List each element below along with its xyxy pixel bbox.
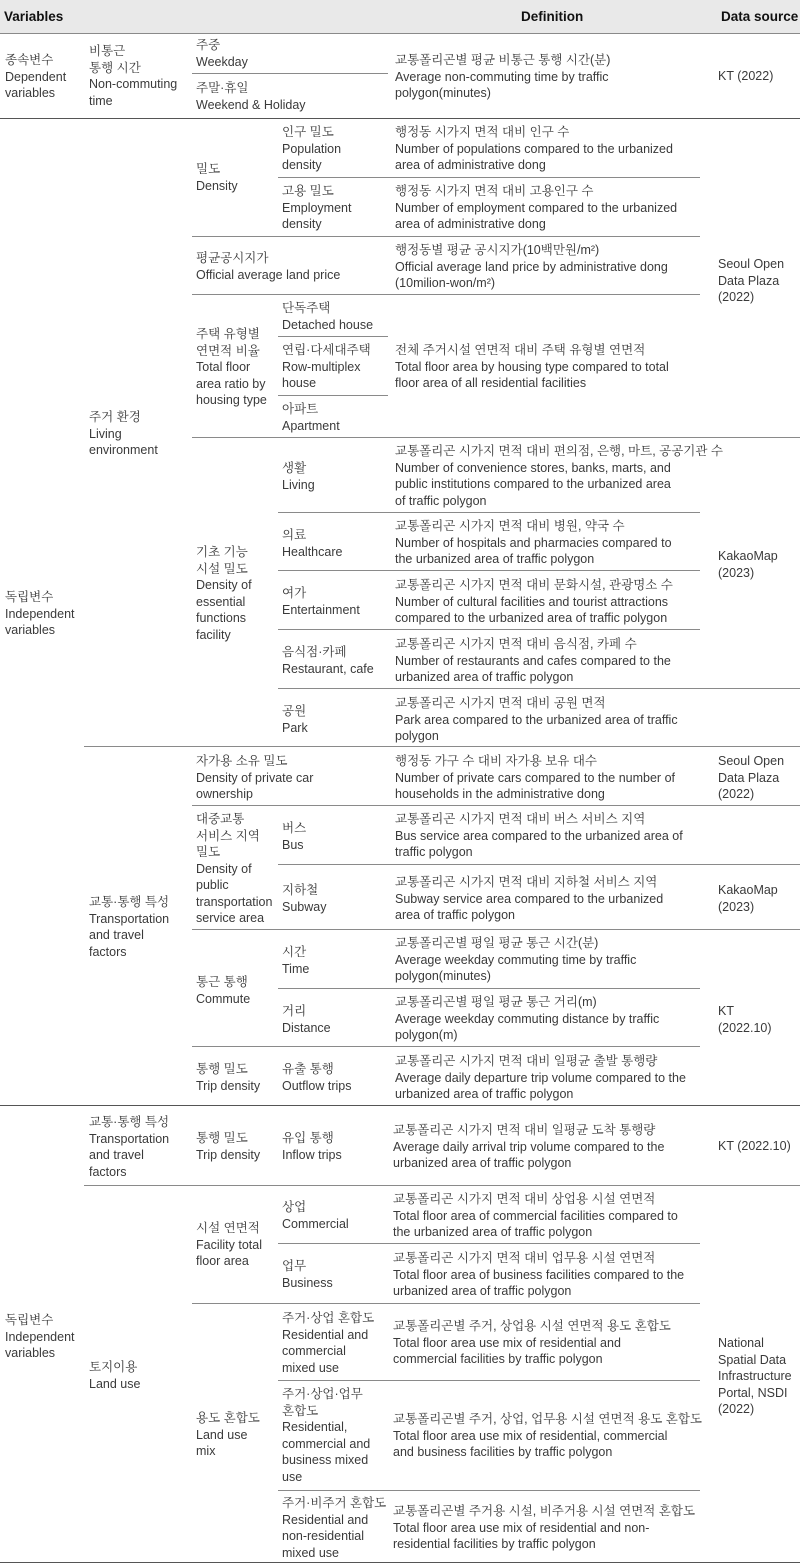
rule (84, 746, 800, 747)
facility-floor-area-label: 시설 연면적 Facility total floor area (196, 1221, 262, 1268)
header-definition: Definition (521, 9, 584, 24)
source-kt-2022-10-a: KT (2022.10) (718, 1004, 772, 1035)
commute-label: 통근 통행 Commute (196, 975, 251, 1006)
row-multiplex-label: 연립·다세대주택 Row-multiplex house (282, 343, 371, 390)
definition-commercial: 교통폴리곤 시가지 면적 대비 상업용 시설 연면적 Total floor area of commercial facilities compared to the urbanized area of traffic polygon (393, 1192, 678, 1239)
rule (192, 73, 388, 74)
rule (192, 294, 700, 295)
detached-house-label: 단독주택 Detached house (282, 301, 374, 332)
public-transport-label: 대중교통 서비스 지역 밀도 Density of public transportation service area (196, 812, 273, 925)
rule (192, 1046, 700, 1047)
rule (278, 570, 700, 571)
employment-density-label: 고용 밀도 Employment density (282, 184, 352, 231)
rule (278, 177, 700, 178)
independent-variables-label-2: 독립변수 Independent variables (5, 1313, 75, 1360)
definition-non-commuting: 교통폴리곤별 평균 비통근 통행 시간(분) Average non-commuting time by traffic polygon(minutes) (395, 53, 611, 100)
subway-label: 지하철 Subway (282, 883, 327, 914)
dependent-variables-label: 종속변수 Dependent variables (5, 53, 67, 100)
essential-facility-label: 기초 기능 시설 밀도 Density of essential functions facility (196, 545, 252, 642)
definition-park: 교통폴리곤 시가지 면적 대비 공원 면적 Park area compared to the urbanized area of traffic polygon (395, 696, 678, 743)
source-kt-2022-10-b: KT (2022.10) (718, 1139, 791, 1153)
rule (84, 1185, 800, 1186)
definition-res-com: 교통폴리곤별 주거, 상업용 시설 연면적 용도 혼합도 Total floor area use mix of residential and commercial facilities by traffic polygon (393, 1319, 671, 1366)
definition-restaurant: 교통폴리곤 시가지 면적 대비 음식점, 카페 수 Number of restaurants and cafes compared to the urbanized area of traffic polygon (395, 637, 671, 684)
definition-bus: 교통폴리곤 시가지 면적 대비 버스 서비스 지역 Bus service area compared to the urbanized area of traffic polygon (395, 812, 683, 859)
definition-outflow: 교통폴리곤 시가지 면적 대비 일평균 출발 통행량 Average daily departure trip volume compared to the urbanized area of traffic polygon (395, 1054, 686, 1101)
park-label: 공원 Park (282, 704, 308, 735)
definition-housing: 전체 주거시설 연면적 대비 주택 유형별 연면적 Total floor area by housing type compared to total floor area of all residential facilities (395, 343, 669, 390)
land-price-label: 평균공시지가 Official average land price (196, 251, 341, 282)
rule (278, 1380, 700, 1381)
rule (278, 336, 388, 337)
definition-subway: 교통폴리곤 시가지 면적 대비 지하철 서비스 지역 Subway service area compared to the urbanized area of traffic polygon (395, 875, 664, 922)
non-commuting-time-label: 비통근 통행 시간 Non-commuting time (89, 44, 178, 108)
source-seoul-open-data-1: Seoul Open Data Plaza (2022) (718, 257, 785, 304)
source-kakaomap-1: KakaoMap (2023) (718, 549, 778, 580)
commercial-label: 상업 Commercial (282, 1200, 349, 1231)
definition-car-ownership: 행정동 가구 수 대비 자가용 보유 대수 Number of private cars compared to the number of households in the administrative dong (395, 754, 675, 801)
trip-density-label-2: 통행 밀도 Trip density (196, 1131, 261, 1162)
trip-density-label-1: 통행 밀도 Trip density (196, 1062, 261, 1093)
rule (0, 1105, 800, 1106)
rule (278, 629, 700, 630)
header-variables: Variables (4, 9, 64, 24)
density-label: 밀도 Density (196, 162, 238, 193)
independent-variables-label: 독립변수 Independent variables (5, 590, 75, 637)
definition-res-nonres: 교통폴리곤별 주거용 시설, 비주거용 시설 연면적 혼합도 Total floor area use mix of residential and non- residential facilities by traffic polygon (393, 1504, 696, 1551)
distance-label: 거리 Distance (282, 1004, 331, 1035)
rule (192, 805, 800, 806)
weekday-label: 주중 Weekday (196, 38, 248, 69)
rule (0, 33, 800, 34)
definition-living: 교통폴리곤 시가지 면적 대비 편의점, 은행, 마트, 공공기관 수 Number of convenience stores, banks, marts, and public institutions compared to the urbanized area of traffic polygon (395, 444, 724, 508)
weekend-label: 주말·휴일 Weekend & Holiday (196, 81, 306, 112)
population-density-label: 인구 밀도 Population density (282, 125, 342, 172)
rule (278, 512, 700, 513)
time-label: 시간 Time (282, 945, 310, 976)
rule (278, 688, 800, 689)
header-data-source: Data source (721, 9, 799, 24)
entertainment-label: 여가 Entertainment (282, 586, 360, 617)
transportation-factors-label-2: 교통·통행 특성 Transportation and travel factors (89, 1115, 170, 1179)
rule (278, 1243, 700, 1244)
rule (192, 1303, 700, 1304)
rule (192, 929, 800, 930)
rule (278, 864, 800, 865)
source-kt-2022: KT (2022) (718, 69, 774, 83)
inflow-trips-label: 유입 통행 Inflow trips (282, 1131, 342, 1162)
definition-healthcare: 교통폴리곤 시가지 면적 대비 병원, 약국 수 Number of hospitals and pharmacies compared to the urbanized area of traffic polygon (395, 519, 672, 566)
rule (278, 395, 388, 396)
definition-commute-time: 교통폴리곤별 평일 평균 통근 시간(분) Average weekday commuting time by traffic polygon(minutes) (395, 936, 637, 983)
land-use-mix-label: 용도 혼합도 Land use mix (196, 1411, 260, 1458)
living-environment-label: 주거 환경 Living environment (89, 410, 158, 457)
bus-label: 버스 Bus (282, 821, 307, 852)
source-kakaomap-2: KakaoMap (2023) (718, 883, 778, 914)
rule (192, 236, 700, 237)
definition-employment: 행정동 시가지 면적 대비 고용인구 수 Number of employment compared to the urbanized area of administrative dong (395, 184, 678, 231)
table-header (0, 0, 800, 33)
rule (0, 118, 800, 119)
car-ownership-label: 자가용 소유 밀도 Density of private car ownership (196, 754, 314, 801)
rule (0, 1562, 800, 1563)
rule (278, 1490, 700, 1491)
residential-commercial-label: 주거·상업 혼합도 Residential and commercial mixed use (282, 1311, 375, 1375)
definition-inflow: 교통폴리곤 시가지 면적 대비 일평균 도착 통행량 Average daily arrival trip volume compared to the urbanized area of traffic polygon (393, 1123, 665, 1170)
housing-ratio-label: 주택 유형별 연면적 비율 Total floor area ratio by housing type (196, 327, 267, 407)
healthcare-label: 의료 Healthcare (282, 528, 343, 559)
apartment-label: 아파트 Apartment (282, 402, 340, 433)
business-label: 업무 Business (282, 1259, 333, 1290)
definition-land-price: 행정동별 평균 공시지가(10백만원/m²) Official average land price by administrative dong (10milion-won/m²) (395, 243, 668, 290)
residential-nonresidential-label: 주거·비주거 혼합도 Residential and non-residential mixed use (282, 1496, 387, 1560)
definition-commute-distance: 교통폴리곤별 평일 평균 통근 거리(m) Average weekday commuting distance by traffic polygon(m) (395, 995, 660, 1042)
residential-commercial-business-label: 주거·상업·업무 혼합도 Residential, commercial and business mixed use (282, 1387, 371, 1484)
land-use-label: 토지이용 Land use (89, 1360, 141, 1391)
source-nsdi: National Spatial Data Infrastructure Portal, NSDI (2022) (718, 1336, 792, 1416)
living-label: 생활 Living (282, 461, 315, 492)
rule (278, 988, 700, 989)
definition-entertainment: 교통폴리곤 시가지 면적 대비 문화시설, 관광명소 수 Number of cultural facilities and tourist attractions compared to the urbanized area of traffic polygon (395, 578, 673, 625)
restaurant-cafe-label: 음식점·카페 Restaurant, cafe (282, 645, 374, 676)
definition-population: 행정동 시가지 면적 대비 인구 수 Number of populations compared to the urbanized area of administrative dong (395, 125, 673, 172)
transportation-factors-label: 교통·통행 특성 Transportation and travel factors (89, 895, 170, 959)
definition-res-com-bus: 교통폴리곤별 주거, 상업, 업무용 시설 연면적 용도 혼합도 Total floor area use mix of residential, commercial and business facilities by traffic polygon (393, 1412, 702, 1459)
source-seoul-open-data-2: Seoul Open Data Plaza (2022) (718, 754, 785, 801)
rule (192, 437, 800, 438)
definition-business: 교통폴리곤 시가지 면적 대비 업무용 시설 연면적 Total floor area of business facilities compared to the urbanized area of traffic polygon (393, 1251, 685, 1298)
outflow-trips-label: 유출 통행 Outflow trips (282, 1062, 352, 1093)
